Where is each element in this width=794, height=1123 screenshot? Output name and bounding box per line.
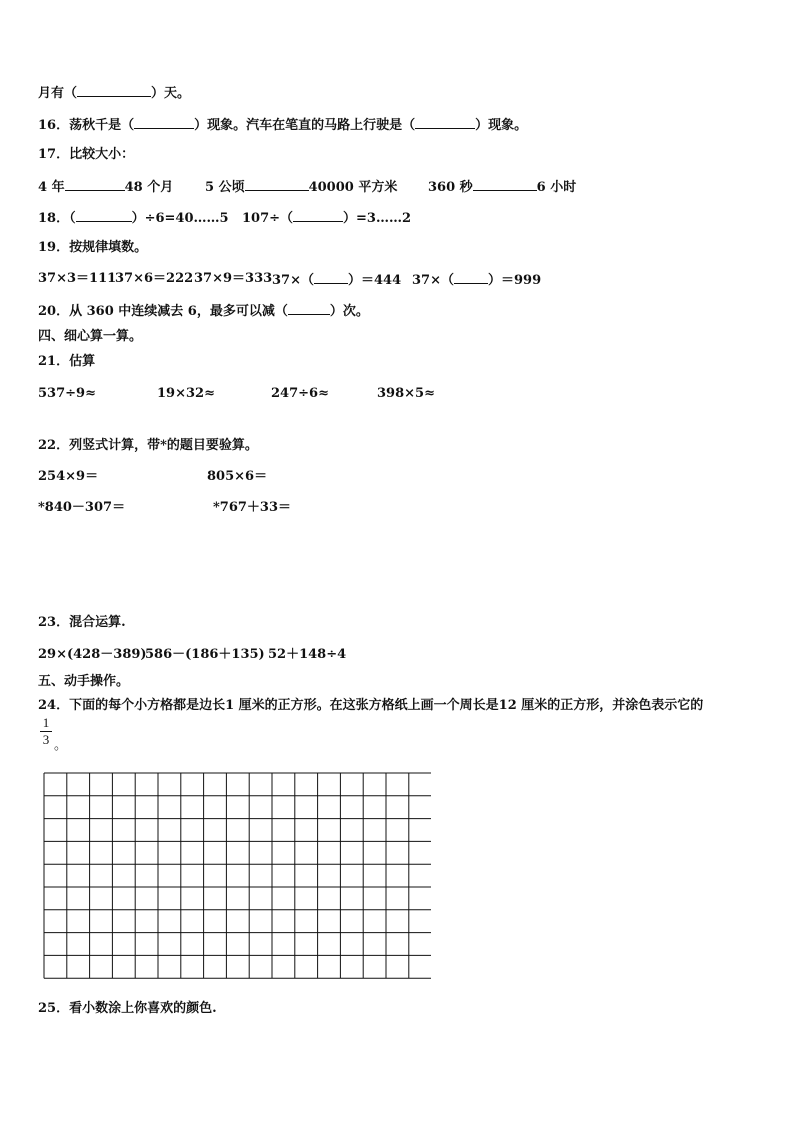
q17-title: 17．比较大小：: [38, 147, 135, 162]
mixed-calc-item: 586－(186＋135): [145, 647, 265, 662]
answer-blank[interactable]: [314, 271, 348, 284]
compare-item: [205, 178, 397, 196]
q19-items: [0, 271, 794, 287]
q18: [0, 209, 794, 225]
answer-blank[interactable]: [134, 116, 194, 129]
q18-a-pre: 18．（: [38, 211, 76, 226]
q16-post: ）现象。: [475, 118, 528, 133]
pattern-item: 37×9＝333: [194, 271, 273, 286]
fraction-numerator: 1: [42, 715, 50, 730]
q16-pre: 16．荡秋千是（: [38, 118, 135, 133]
compare-item: [38, 178, 173, 196]
q22-row2: [0, 500, 794, 516]
pattern-pre: 37×（: [272, 273, 314, 288]
q23-title: 23．混合运算.: [38, 615, 126, 630]
answer-blank[interactable]: [454, 271, 488, 284]
fraction-one-third: [40, 716, 52, 747]
q16-mid: ）现象。汽车在笔直的马路上行驶是（: [194, 118, 416, 133]
compare-blank[interactable]: [245, 178, 309, 191]
estimate-item: 247÷6≈: [271, 386, 329, 401]
answer-blank[interactable]: [288, 302, 330, 315]
q20-post: ）次。: [329, 304, 369, 319]
mixed-calc-item: 52＋148÷4: [268, 647, 347, 662]
estimate-item: 537÷9≈: [38, 386, 96, 401]
q15-pre: 月有（: [38, 86, 78, 101]
q20-pre: 20．从 360 中连续减去 6，最多可以减（: [38, 304, 288, 319]
answer-blank[interactable]: [76, 209, 132, 222]
q20: [38, 302, 369, 320]
q21-title: 21．估算: [38, 354, 96, 369]
section-5-heading: 五、动手操作。: [38, 674, 130, 689]
compare-right: 6 小时: [536, 180, 577, 195]
compare-item: [428, 178, 576, 196]
q16: [38, 116, 527, 134]
q25: 25．看小数涂上你喜欢的颜色.: [38, 1001, 217, 1016]
estimate-item: 19×32≈: [157, 386, 215, 401]
square-grid-paper[interactable]: [43, 772, 431, 984]
q24-text: 24．下面的每个小方格都是边长1 厘米的正方形。在这张方格纸上画一个周长是12 厘米的正方形，并涂色表示它的: [38, 698, 704, 713]
fraction-denominator: 3: [42, 732, 50, 747]
estimate-item: 398×5≈: [377, 386, 435, 401]
compare-blank[interactable]: [473, 178, 537, 191]
q18-a: [38, 209, 229, 227]
q23-items: [0, 647, 794, 663]
pattern-pre: 37×（: [412, 273, 454, 288]
vertical-calc-item: *840－307＝: [38, 500, 126, 515]
pattern-item: [412, 271, 541, 289]
compare-left: 5 公顷: [205, 180, 245, 195]
answer-blank[interactable]: [293, 209, 343, 222]
pattern-post: ）＝444: [347, 273, 402, 288]
answer-blank[interactable]: [77, 84, 151, 97]
q15-post: ）天。: [151, 86, 191, 101]
pattern-post: ）＝999: [487, 273, 542, 288]
q22-title: 22．列竖式计算，带*的题目要验算。: [38, 438, 258, 453]
compare-right: 40000 平方米: [308, 180, 398, 195]
compare-right: 48 个月: [124, 180, 174, 195]
pattern-item: 37×3＝111: [38, 271, 117, 286]
compare-left: 4 年: [38, 180, 65, 195]
answer-blank[interactable]: [415, 116, 475, 129]
q15-tail: [38, 84, 190, 102]
q18-b: [242, 209, 411, 227]
compare-left: 360 秒: [428, 180, 473, 195]
q18-b-pre: 107÷（: [242, 211, 294, 226]
q19-title: 19．按规律填数。: [38, 240, 148, 255]
q18-a-post: ）÷6=40……5: [131, 211, 229, 226]
mixed-calc-item: 29×(428－389): [38, 647, 147, 662]
vertical-calc-item: 254×9＝: [38, 469, 99, 484]
compare-blank[interactable]: [65, 178, 125, 191]
q17-items: [0, 178, 794, 194]
q22-row1: [0, 469, 794, 485]
q18-b-post: ）=3……2: [343, 211, 412, 226]
section-4-heading: 四、细心算一算。: [38, 329, 143, 344]
pattern-item: [272, 271, 401, 289]
fraction-period: 。: [54, 738, 68, 753]
vertical-calc-item: 805×6＝: [207, 469, 268, 484]
vertical-calc-item: *767＋33＝: [213, 500, 292, 515]
pattern-item: 37×6＝222: [115, 271, 194, 286]
q21-items: [0, 386, 794, 402]
